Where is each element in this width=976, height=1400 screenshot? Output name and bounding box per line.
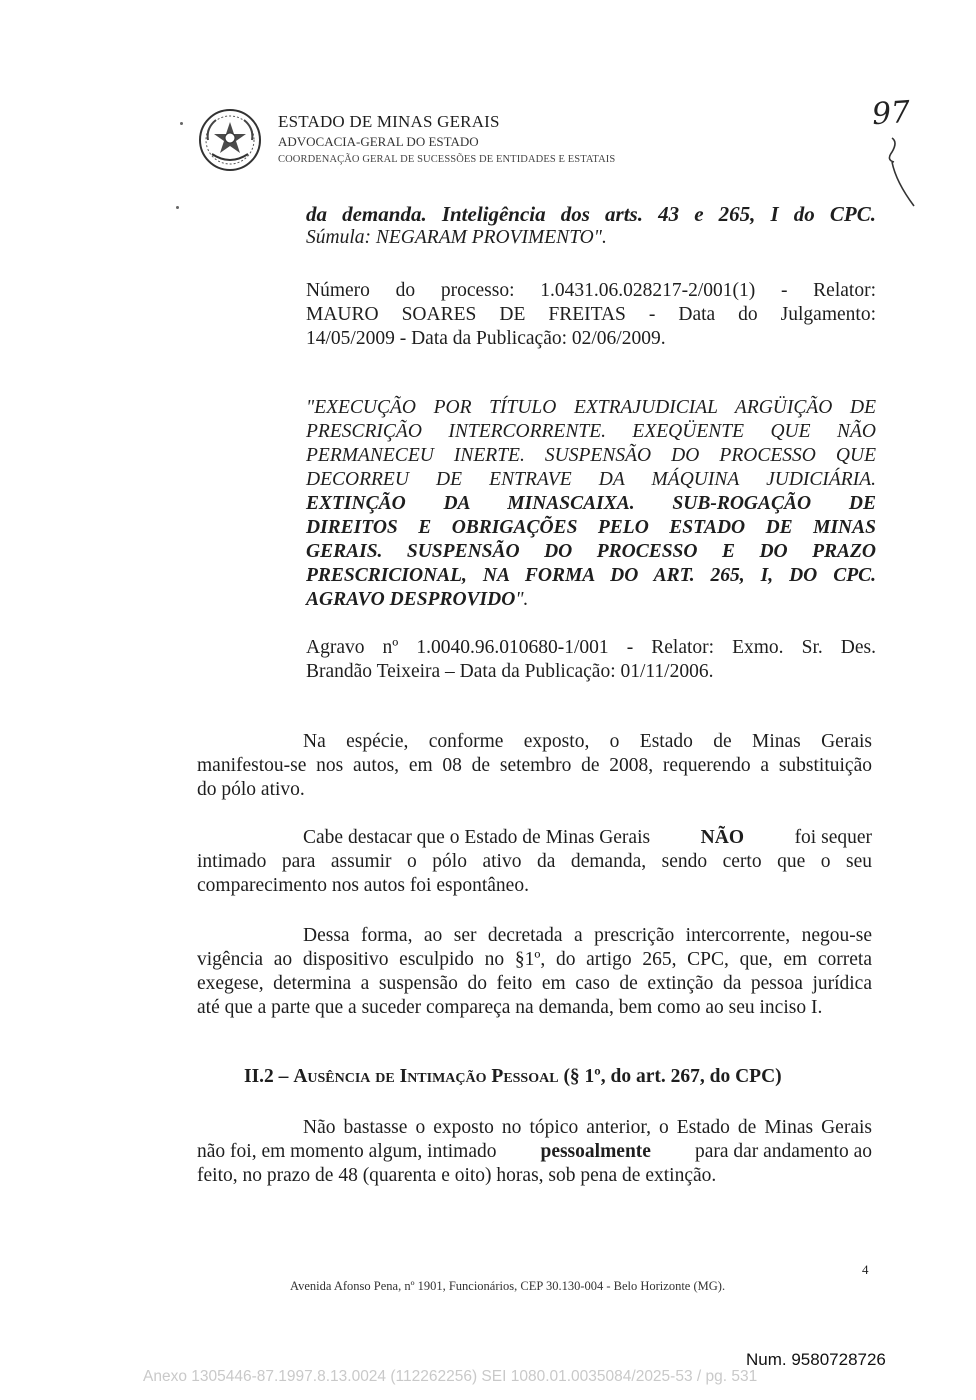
section-number: II.2 – (244, 1066, 289, 1087)
quote-line: PRESCRIÇÃO INTERCORRENTE. EXEQÜENTE QUE NÃO (306, 421, 876, 442)
emphasis-text: NÃO (700, 827, 744, 848)
paragraph-text: Cabe destacar que o Estado de Minas Gerais (303, 827, 651, 848)
reference-line: Agravo nº 1.0040.96.010680-1/001 - Relator: Exmo. Sr. Des. (306, 637, 876, 658)
section-heading (244, 1066, 782, 1088)
scan-speck (176, 206, 179, 209)
paragraph-line: feito, no prazo de 48 (quarenta e oito) horas, sob pena de extinção. (197, 1165, 717, 1186)
page-number: 4 (862, 1262, 869, 1277)
paragraph-text: foi sequer (794, 827, 872, 848)
paragraph-line: vigência ao dispositivo esculpido no §1º, do artigo 265, CPC, que, em correta (197, 949, 872, 970)
quote-conclusion: AGRAVO DESPROVIDO (306, 589, 516, 610)
paragraph-text: para dar andamento ao (694, 1141, 872, 1162)
section-reference: (§ 1º, do art. 267, do CPC) (563, 1066, 782, 1087)
reference-line: 14/05/2009 - Data da Publicação: 02/06/2009. (306, 328, 666, 349)
coat-of-arms-seal-icon (198, 108, 262, 172)
annex-reference: Anexo 1305446-87.1997.8.13.0024 (112262256) SEI 1080.01.0035084/2025-53 / pg. 531 (143, 1368, 758, 1385)
header-state-name: ESTADO DE MINAS GERAIS (278, 112, 500, 131)
handwritten-initial-mark-icon (880, 132, 930, 212)
quote-line: GERAIS. SUSPENSÃO DO PROCESSO E DO PRAZO (306, 541, 876, 562)
paragraph-line: exegese, determina a suspensão do feito em caso de extinção da pessoa jurídica (197, 973, 872, 994)
document-number: Num. 9580728726 (746, 1350, 886, 1369)
case-reference-2 (306, 636, 876, 684)
section-title: Ausência de Intimação Pessoal (293, 1066, 559, 1087)
quote-line: DIREITOS E OBRIGAÇÕES PELO ESTADO DE MINAS (306, 517, 876, 538)
quote-line (306, 588, 876, 612)
quote-line: DECORREU DE ENTRAVE DA MÁQUINA JUDICIÁRIA. (306, 469, 876, 490)
reference-line: Brandão Teixeira – Data da Publicação: 01/11/2006. (306, 661, 714, 682)
scan-speck (180, 122, 183, 125)
case-quote-2 (306, 396, 876, 612)
quote-close: ". (515, 589, 529, 610)
quote-line: "EXECUÇÃO POR TÍTULO EXTRAJUDICIAL ARGÜIÇÃO DE (306, 397, 876, 418)
header-agency-name: ADVOCACIA-GERAL DO ESTADO (278, 134, 479, 149)
quote-line: Súmula: NEGARAM PROVIMENTO". (306, 227, 607, 248)
paragraph-line: Não bastasse o exposto no tópico anterior, o Estado de Minas Gerais (303, 1117, 872, 1138)
paragraph-2 (197, 826, 872, 898)
paragraph-line: manifestou-se nos autos, em 08 de setembro de 2008, requerendo a substituição (197, 755, 872, 776)
quote-line: PERMANECEU INERTE. SUSPENSÃO DO PROCESSO QUE (306, 445, 876, 466)
paragraph-4 (197, 1116, 872, 1188)
paragraph-3 (197, 924, 872, 1020)
paragraph-line (197, 826, 872, 850)
paragraph-line (197, 1140, 872, 1164)
emphasis-text: pessoalmente (540, 1141, 651, 1162)
handwritten-page-number: 97 (870, 94, 912, 133)
footer-address: Avenida Afonso Pena, nº 1901, Funcionários, CEP 30.130-004 - Belo Horizonte (MG). (290, 1279, 726, 1293)
paragraph-text: não foi, em momento algum, intimado (197, 1141, 497, 1162)
quote-line: EXTINÇÃO DA MINASCAIXA. SUB-ROGAÇÃO DE (306, 493, 876, 514)
paragraph-line: até que a parte que a suceder compareça na demanda, bem como ao seu inciso I. (197, 997, 823, 1018)
reference-line: MAURO SOARES DE FREITAS - Data do Julgamento: (306, 304, 876, 325)
paragraph-line: Dessa forma, ao ser decretada a prescrição intercorrente, negou-se (303, 925, 872, 946)
case-reference-1 (306, 279, 876, 351)
quote-line: PRESCRICIONAL, NA FORMA DO ART. 265, I, DO CPC. (306, 565, 876, 586)
quote-continuation (306, 202, 876, 250)
quote-line: da demanda. Inteligência dos arts. 43 e 265, I do CPC. (306, 202, 876, 226)
paragraph-line: Na espécie, conforme exposto, o Estado de Minas Gerais (303, 731, 872, 752)
paragraph-line: comparecimento nos autos foi espontâneo. (197, 875, 529, 896)
paragraph-1 (197, 730, 872, 802)
reference-line: Número do processo: 1.0431.06.028217-2/001(1) - Relator: (306, 280, 876, 301)
paragraph-line: do pólo ativo. (197, 779, 305, 800)
header-department-name: COORDENAÇÃO GERAL DE SUCESSÕES DE ENTIDADES E ESTATAIS (278, 154, 616, 165)
paragraph-line: intimado para assumir o pólo ativo da demanda, sendo certo que o seu (197, 851, 872, 872)
